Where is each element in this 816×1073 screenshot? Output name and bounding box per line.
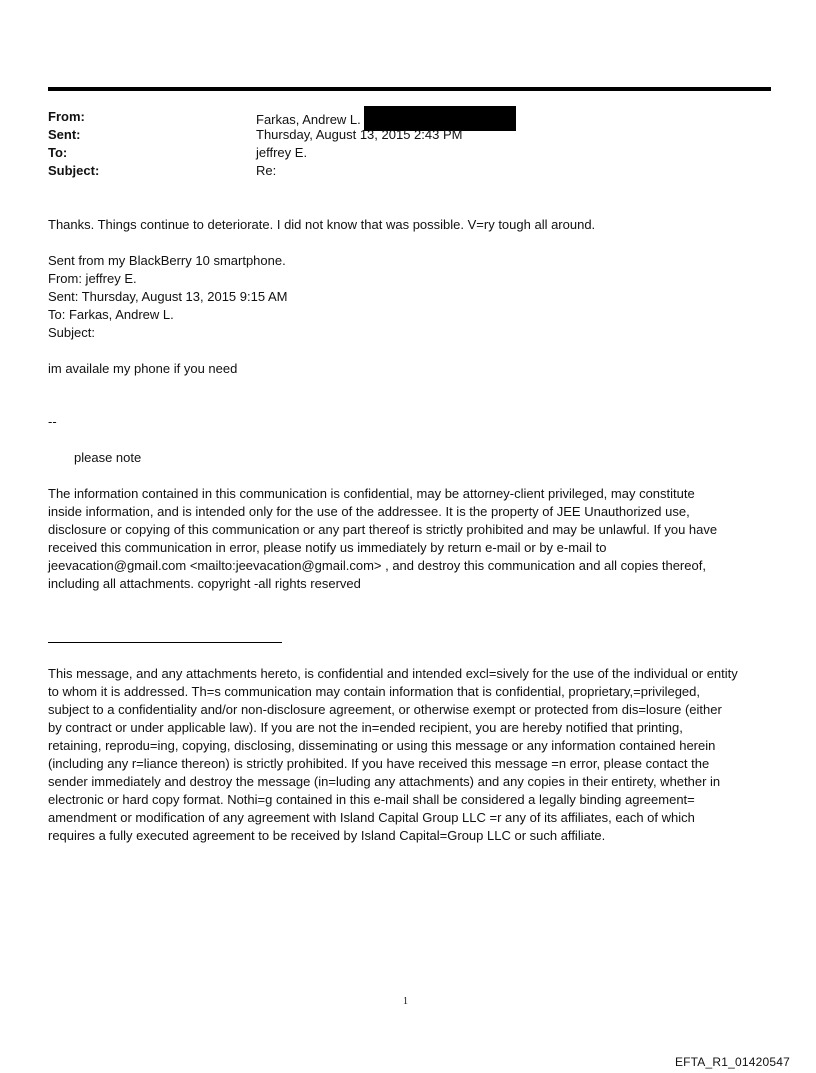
disclaimer-line: The information contained in this communication is confidential, may be attorney-client privileged, may constitute [48, 486, 695, 501]
disclaimer-jee [48, 485, 788, 593]
disclaimer-line: (including any r=liance thereon) is strictly prohibited. If you have received this message =n error, please contact the [48, 756, 710, 771]
disclaimer-divider [48, 642, 282, 643]
subject-value: Re: [256, 163, 277, 178]
quoted-line: Sent: Thursday, August 13, 2015 9:15 AM [48, 289, 288, 304]
to-value: jeffrey E. [256, 145, 308, 160]
quoted-line: To: Farkas, Andrew L. [48, 307, 174, 322]
disclaimer-line: including all attachments. copyright -all rights reserved [48, 576, 361, 591]
disclaimer-line: retaining, reprodu=ing, copying, disclosing, disseminating or using this message or any information contained herein [48, 738, 716, 753]
signature-dashes: -- [48, 414, 57, 429]
disclaimer-line: amendment or modification of any agreement with Island Capital Group LLC =r any of its affiliates, each of which [48, 810, 695, 825]
original-message: im availale my phone if you need [48, 361, 238, 376]
disclaimer-island-capital [48, 665, 788, 845]
disclaimer-line: to whom it is addressed. Th=s communication may contain information that is confidential, proprietary,=privileged, [48, 684, 701, 699]
from-label: From: [48, 109, 85, 124]
bates-number: EFTA_R1_01420547 [674, 1055, 790, 1069]
subject-label: Subject: [48, 163, 100, 178]
disclaimer-line: electronic or hard copy format. Nothi=g contained in this e-mail shall be considered a legally binding agreement= [48, 792, 695, 807]
disclaimer-line: inside information, and is intended only for the use of the addressee. It is the property of JEE Unauthorized use, [48, 504, 690, 519]
sent-label: Sent: [48, 127, 81, 142]
disclaimer-line: by contract or under applicable law). If you are not the in=ended recipient, you are hereby notified that printing, [48, 720, 683, 735]
disclaimer-line: jeevacation@gmail.com <mailto:jeevacation@gmail.com> , and destroy this communication and all copies thereof, [48, 558, 706, 573]
disclaimer-line: subject to a confidentiality and/or non-disclosure agreement, or otherwise exempt or protected from dis=losure (either [48, 702, 722, 717]
please-note: please note [74, 450, 142, 465]
disclaimer-line: This message, and any attachments hereto, is confidential and intended excl=sively for the use of the individual or entity [48, 666, 738, 681]
from-name: Farkas, Andrew L. [256, 111, 361, 127]
disclaimer-line: disclosure or copying of this communication or any part thereof is strictly prohibited and may be unlawful. If you have [48, 522, 718, 537]
quoted-line: From: jeffrey E. [48, 271, 137, 286]
reply-text: Thanks. Things continue to deteriorate. I did not know that was possible. V=ry tough all around. [48, 217, 596, 232]
header-rule [48, 87, 771, 91]
quoted-line: Subject: [48, 325, 95, 340]
disclaimer-line: requires a fully executed agreement to be received by Island Capital=Group LLC or such affiliate. [48, 828, 606, 843]
to-label: To: [48, 145, 68, 160]
quoted-header [48, 252, 788, 342]
disclaimer-line: received this communication in error, please notify us immediately by return e-mail or by e-mail to [48, 540, 607, 555]
disclaimer-line: sender immediately and destroy the message (in=luding any attachments) and any copies in their entirety, whether in [48, 774, 721, 789]
page-number: 1 [403, 996, 408, 1007]
sent-value: Thursday, August 13, 2015 2:43 PM [256, 127, 463, 142]
quoted-line: Sent from my BlackBerry 10 smartphone. [48, 253, 286, 268]
